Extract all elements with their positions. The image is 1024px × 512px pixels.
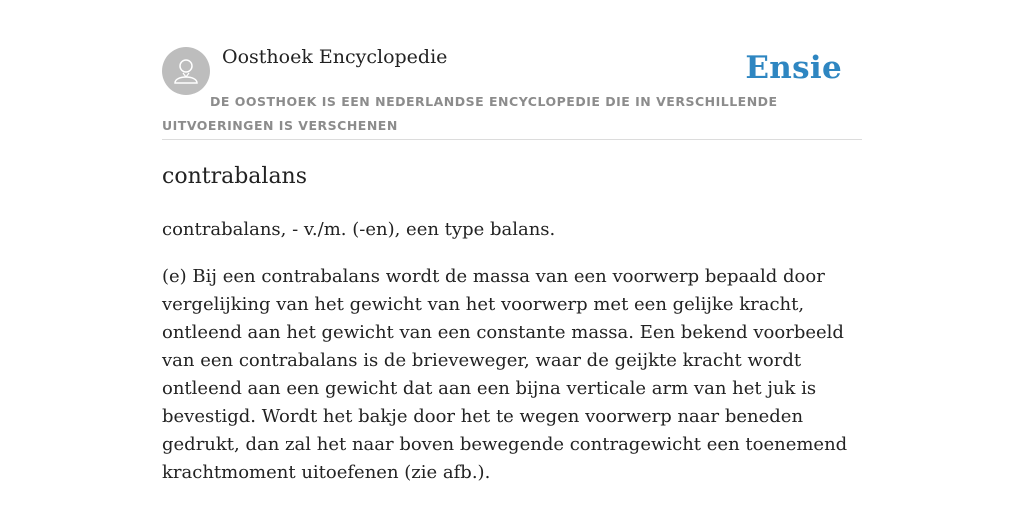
- article-body: (e) Bij een contrabalans wordt de massa van een voorwerp bepaald door vergelijking van het gewicht van het voorwerp met een gelijke kracht, ontleend aan het gewicht van een constante massa. Een bekend voorbeeld van een contrabalans is de brieveweger, waar de geijkte kracht wordt ontleend aan een gewicht dat aan een bijna verticale arm van het juk is bevestigd. Wordt het bakje door het te wegen voorwerp naar beneden gedrukt, dan zal het naar boven bewegende contragewicht een toenemend krachtmoment uitoefenen (zie afb.).: [162, 266, 848, 483]
- source-description: DE OOSTHOEK IS EEN NEDERLANDSE ENCYCLOPEDIE DIE IN VERSCHILLENDE UITVOERINGEN IS VERSCHENEN: [162, 94, 778, 133]
- article-definition: contrabalans, - v./m. (-en), een type balans.: [162, 219, 556, 240]
- source-name-link[interactable]: Oosthoek Encyclopedie: [222, 46, 448, 68]
- header-divider: [162, 139, 862, 140]
- article-title: contrabalans: [162, 164, 308, 189]
- user-icon: [171, 56, 201, 86]
- avatar[interactable]: [162, 47, 210, 95]
- brand-logo[interactable]: Ensie: [745, 50, 842, 86]
